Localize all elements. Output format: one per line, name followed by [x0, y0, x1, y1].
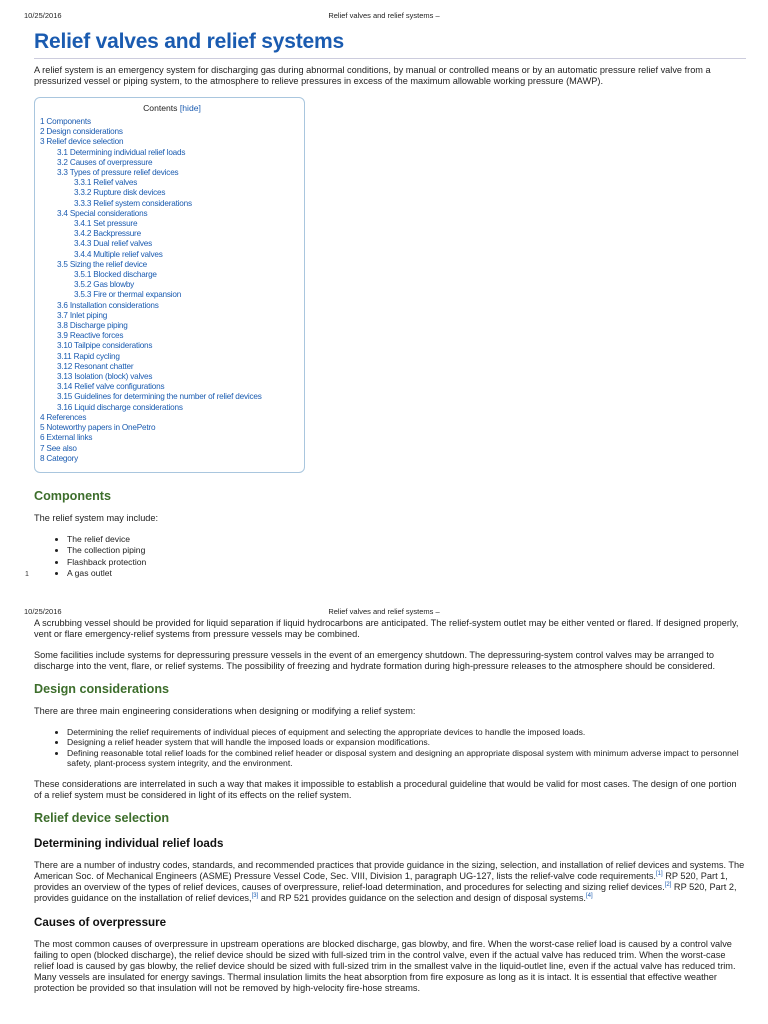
toc-item[interactable]: 3.1 Determining individual relief loads [57, 147, 186, 157]
components-intro: The relief system may include: [34, 512, 159, 523]
list-item: • The relief device [67, 534, 746, 545]
list-item: • A gas outlet [67, 568, 746, 579]
section-heading-design: Design considerations [34, 682, 170, 696]
list-item: • Flashback protection [67, 557, 746, 568]
design-intro: There are three main engineering considerations when designing or modifying a relief system: [34, 706, 416, 716]
toc-item[interactable]: 3.11 Rapid cycling [57, 351, 120, 361]
document-page-2 [0, 596, 768, 1024]
reference-link-4[interactable]: [4] [585, 892, 593, 899]
toc-item[interactable]: 3.2 Causes of overpressure [57, 157, 153, 167]
relief-loads-paragraph: There are a number of industry codes, standards, and recommended practices that provide guidance in the sizing, selection, and installation of relief devices and systems. The American Soc. of Mechanical Engineers (ASME) Pressure Vessel Code, Sec. VIII, Division 1, paragraph UG-127, lists the relief-valve code requirements.[1] RP 520, Part 1, provides an overview of the types of relief devices, causes of overpressure, relief-load determination, and procedures for selecting and sizing relief devices.[2] RP 520, Part 2, provides guidance on the installation of relief devices,[3] and RP 521 provides guidance on the selection and design of disposal systems.[4] [34, 859, 745, 903]
list-item: • Defining reasonable total relief loads for the combined relief header or disposal system and designing an appropriate disposal system with minimum adverse impact to personnel safety, plant-process system integrity, and the environment. [67, 748, 746, 769]
toc-item[interactable]: 3.3.3 Relief system considerations [74, 198, 192, 208]
toc-item[interactable]: 3.9 Reactive forces [57, 331, 124, 341]
toc-title: Contents [143, 103, 178, 113]
toc-item[interactable]: 3.3.1 Relief valves [74, 178, 138, 188]
toc-item[interactable]: 4 References [40, 412, 87, 422]
toc-item[interactable]: 3.5.3 Fire or thermal expansion [74, 290, 182, 300]
intro-paragraph: A relief system is an emergency system for discharging gas during abnormal conditions, by manual or controlled means or by an automatic pressure relief valve from a pressurized vessel or piping system, to the atmosphere to relieve pressures in excess of the maximum allowable working pressure (MAWP). [34, 65, 711, 86]
toc-hide-link[interactable]: [hide] [179, 103, 201, 113]
design-list [34, 727, 746, 769]
toc-item[interactable]: 1 Components [40, 117, 91, 126]
toc-item[interactable]: 6 External links [40, 433, 93, 443]
section-heading-relief-device-selection: Relief device selection [34, 810, 170, 825]
reference-link-3[interactable]: [3] [251, 892, 259, 899]
paragraph-depressuring: Some facilities include systems for depressuring pressure vessels in the event of an emergency shutdown. The depressuring-system control valves may be arranged to discharge into the vent, flare, or relief systems. The possibility of freezing and hydrate formation during high-pressure releases to the atmosphere should be considered. [34, 650, 716, 671]
toc-item[interactable]: 3.4.2 Backpressure [74, 229, 141, 239]
section-heading-components: Components [34, 488, 111, 503]
page-header [0, 596, 768, 618]
toc-item[interactable]: 3.8 Discharge piping [57, 321, 128, 331]
toc-item[interactable]: 3.5 Sizing the relief device [57, 259, 147, 269]
reference-link-1[interactable]: [1] [655, 870, 663, 877]
table-of-contents [34, 97, 305, 473]
paragraph-scrubbing: A scrubbing vessel should be provided for liquid separation if liquid hydrocarbons are anticipated. The relief-system outlet may be either vented or flared. If designed properly, vent or flare emergency-relief systems from pressure vessels may be combined. [34, 618, 739, 639]
subsection-heading-relief-loads: Determining individual relief loads [34, 836, 224, 850]
toc-item[interactable]: 3.7 Inlet piping [57, 310, 108, 320]
toc-item[interactable]: 3.4.3 Dual relief valves [74, 239, 153, 249]
toc-item[interactable]: 3.13 Isolation (block) valves [57, 372, 153, 382]
toc-item[interactable]: 3.5.2 Gas blowby [74, 280, 135, 290]
toc-item[interactable]: 5 Noteworthy papers in OnePetro [40, 423, 156, 433]
print-title: Relief valves and relief systems – [328, 607, 440, 616]
toc-item[interactable]: 7 See also [40, 443, 77, 453]
toc-item[interactable]: 3.4.4 Multiple relief valves [74, 249, 163, 259]
toc-list [40, 117, 304, 464]
toc-item[interactable]: 8 Category [40, 453, 79, 463]
toc-item[interactable]: 3.4.1 Set pressure [74, 219, 138, 229]
toc-item[interactable]: 3.5.1 Blocked discharge [74, 270, 157, 280]
subsection-heading-overpressure: Causes of overpressure [34, 915, 167, 929]
list-item: • The collection piping [67, 545, 746, 556]
toc-item[interactable]: 3 Relief device selection [40, 137, 124, 147]
print-date: 10/25/2016 [24, 11, 62, 20]
print-title: Relief valves and relief systems – [328, 11, 440, 20]
page-title: Relief valves and relief systems [34, 30, 746, 59]
toc-item[interactable]: 2 Design considerations [40, 127, 123, 137]
list-item: • Designing a relief header system that will handle the imposed loads or expansion modifications. [67, 737, 746, 747]
toc-item[interactable]: 3.10 Tailpipe considerations [57, 341, 153, 351]
page-number-mark: 1 [25, 571, 29, 578]
overpressure-paragraph: The most common causes of overpressure in upstream operations are blocked discharge, gas blowby, and fire. When the worst-case relief load is caused by a control valve failing to open (blocked discharge), the relief device should be sized with full-sized trim in the control valve, even if the actual valve has reduced trim. When the worst-case relief load is caused by gas blowby, the relief device should be sized with full-sized trim in the smallest valve in the liquid-outlet line, even if the actual valve has reduced trim. Many vessels are insulated for energy savings. Thermal insulation limits the heat absorption from fire exposure as long as it is intact. It is essential that effective weather protection be provided so that insulation will not be removed by high-velocity fire-hose streams. [34, 938, 736, 993]
toc-header [40, 103, 304, 113]
toc-item[interactable]: 3.15 Guidelines for determining the number of relief devices [57, 392, 262, 402]
toc-item[interactable]: 3.3.2 Rupture disk devices [74, 188, 166, 198]
design-outro: These considerations are interrelated in such a way that makes it impossible to establish a procedural guideline that would be valid for most cases. The design of one portion of a relief system must be considered in light of its effects on the relief system. [34, 778, 737, 800]
toc-item[interactable]: 3.4 Special considerations [57, 208, 148, 218]
toc-item[interactable]: 3.14 Relief valve configurations [57, 382, 165, 392]
toc-item[interactable]: 3.3 Types of pressure relief devices [57, 168, 179, 178]
toc-item[interactable]: 3.16 Liquid discharge considerations [57, 402, 183, 412]
components-list [34, 534, 746, 580]
page-header [0, 0, 768, 22]
toc-item[interactable]: 3.6 Installation considerations [57, 300, 159, 310]
list-item: • Determining the relief requirements of individual pieces of equipment and selecting the appropriate devices to handle the imposed loads. [67, 727, 746, 737]
toc-item[interactable]: 3.12 Resonant chatter [57, 361, 134, 371]
print-date: 10/25/2016 [24, 607, 62, 616]
reference-link-2[interactable]: [2] [664, 881, 672, 888]
